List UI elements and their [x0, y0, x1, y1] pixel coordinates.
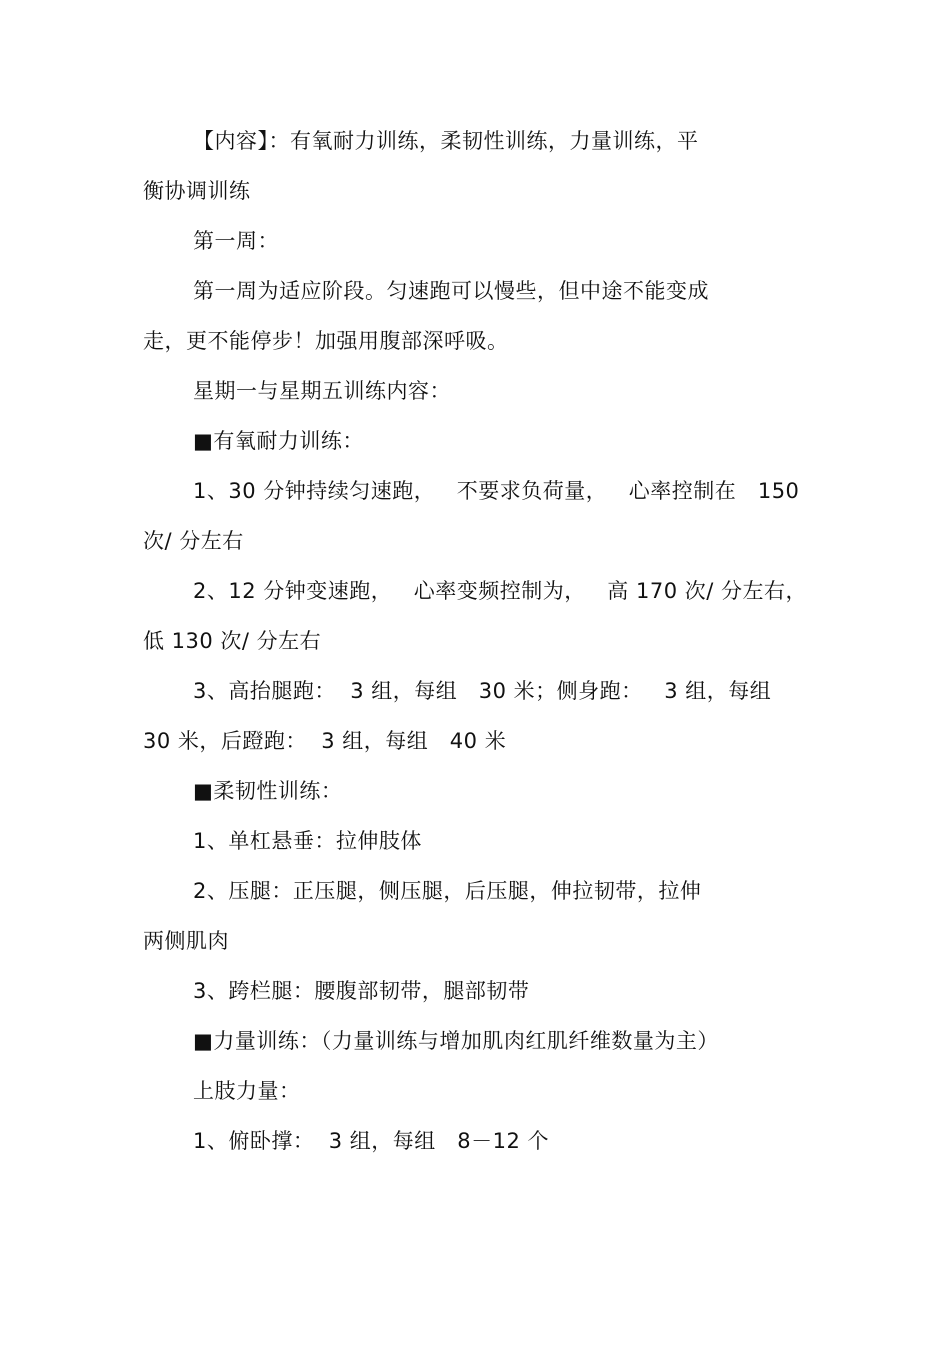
aerobic-item-1-line-2: 次/ 分左右: [143, 529, 244, 553]
strength-item-1: 1、俯卧撑： 3 组，每组 8－12 个: [193, 1129, 550, 1153]
content-heading-line-2: 衡协调训练: [143, 179, 251, 203]
aerobic-section-heading: ■有氧耐力训练：: [193, 429, 364, 453]
upper-body-heading: 上肢力量：: [193, 1079, 301, 1103]
flexibility-section-heading: ■柔韧性训练：: [193, 779, 343, 803]
flexibility-item-2-line-2: 两侧肌肉: [143, 929, 229, 953]
week-one-desc-line-1: 第一周为适应阶段。匀速跑可以慢些，但中途不能变成: [193, 279, 709, 303]
aerobic-item-1-line-1: 1、30 分钟持续匀速跑， 不要求负荷量， 心率控制在 150: [193, 479, 800, 503]
aerobic-item-3-line-2: 30 米，后蹬跑： 3 组，每组 40 米: [143, 729, 507, 753]
mon-fri-heading: 星期一与星期五训练内容：: [193, 379, 451, 403]
content-heading-line-1: 【内容】：有氧耐力训练，柔韧性训练，力量训练，平: [193, 129, 699, 153]
flexibility-item-1: 1、单杠悬垂：拉伸肢体: [193, 829, 422, 853]
strength-section-heading: ■力量训练：（力量训练与增加肌肉红肌纤维数量为主）: [193, 1029, 719, 1053]
aerobic-item-3-line-1: 3、高抬腿跑： 3 组，每组 30 米；侧身跑： 3 组，每组: [193, 679, 772, 703]
week-one-desc-line-2: 走，更不能停步！加强用腹部深呼吸。: [143, 329, 509, 353]
aerobic-item-2-line-2: 低 130 次/ 分左右: [143, 629, 322, 653]
aerobic-item-2-line-1: 2、12 分钟变速跑， 心率变频控制为， 高 170 次/ 分左右，: [193, 579, 807, 603]
week-one-heading: 第一周：: [193, 229, 279, 253]
flexibility-item-3: 3、跨栏腿：腰腹部韧带，腿部韧带: [193, 979, 530, 1003]
flexibility-item-2-line-1: 2、压腿：正压腿，侧压腿，后压腿，伸拉韧带，拉伸: [193, 879, 702, 903]
